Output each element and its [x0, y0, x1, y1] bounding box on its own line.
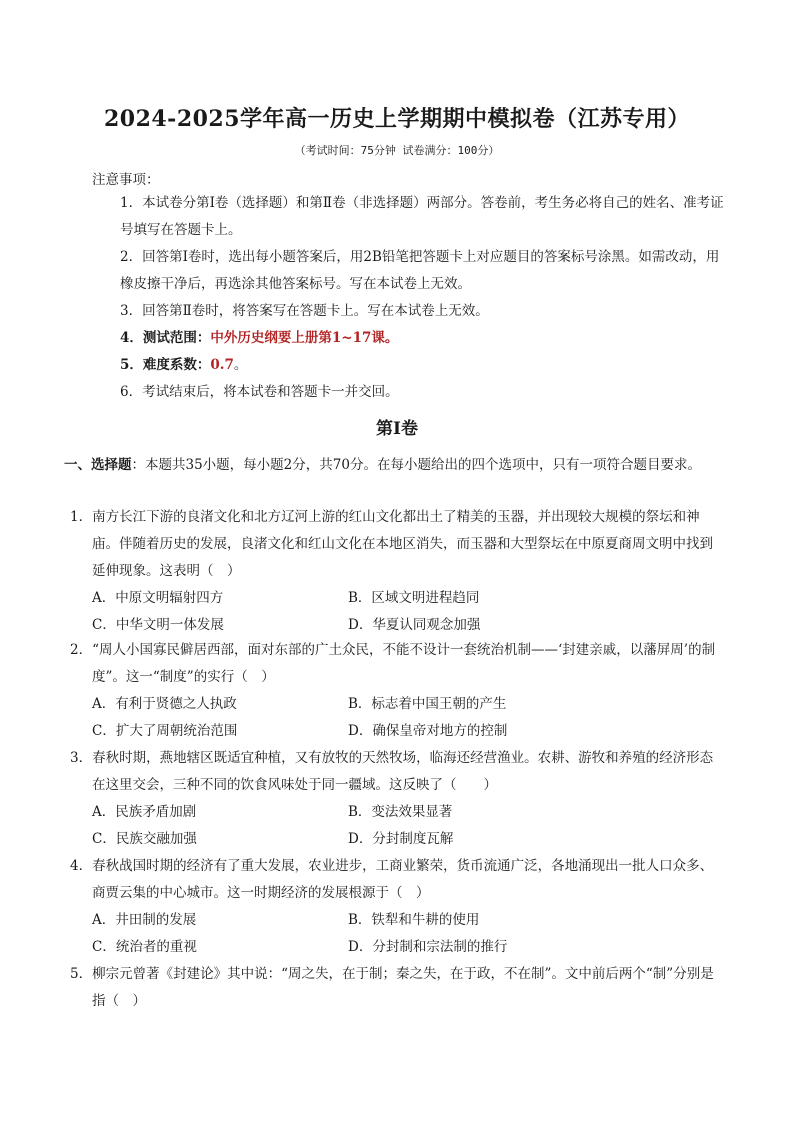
- option-c: C．统治者的重视: [92, 939, 197, 955]
- note-3: [92, 298, 724, 325]
- instructions-text: ：本题共35小题，每小题2分，共70分。在每小题给出的四个选项中，只有一项符合题目要求。: [131, 457, 701, 473]
- question-3: [70, 745, 726, 853]
- difficulty-value: 0.7: [210, 357, 234, 373]
- note-2-text: 2．回答第Ⅰ卷时，选出每小题答案后，用2B铅笔把答题卡上对应题目的答案标号涂黑。如需改动，用橡皮擦干净后，再选涂其他答案标号。写在本试卷上无效。: [120, 249, 720, 292]
- option-b: B．变法效果显著: [348, 804, 453, 820]
- test-scope: 中外历史纲要上册第1~17课。: [210, 330, 399, 346]
- question-2: [70, 637, 726, 745]
- note-2: [92, 244, 724, 298]
- option-d: D．确保皇帝对地方的控制: [348, 723, 508, 739]
- section-title: 第Ⅰ卷: [376, 419, 418, 439]
- question-stem: 2．“周人小国寡民僻居西部，面对东部的广土众民，不能不设计一套统治机制——‘封建亲戚，以藩屏周’的制度”。这一“制度”的实行（ ）: [70, 642, 716, 685]
- section-instructions: [64, 452, 726, 479]
- option-a: A．民族矛盾加剧: [92, 804, 197, 820]
- note-5-label: 5．难度系数：: [120, 357, 211, 373]
- option-c: C．中华文明一体发展: [92, 617, 224, 633]
- note-5-end: 。: [233, 357, 248, 373]
- note-6-text: 6．考试结束后，将本试卷和答题卡一并交回。: [120, 384, 399, 400]
- note-6: [92, 379, 724, 406]
- option-a: A．井田制的发展: [92, 912, 197, 928]
- question-stem: 4．春秋战国时期的经济有了重大发展，农业进步，工商业繁荣，货币流通广泛，各地涌现出一批人口众多、商贾云集的中心城市。这一时期经济的发展根源于（ ）: [70, 858, 714, 901]
- note-4: [92, 325, 724, 352]
- page-title: 2024-2025学年高一历史上学期期中模拟卷（江苏专用）: [103, 106, 691, 132]
- instructions-label: 一、选择题: [64, 457, 132, 473]
- option-c: C．民族交融加强: [92, 831, 197, 847]
- option-d: D．分封制度瓦解: [348, 831, 454, 847]
- options: [92, 907, 726, 961]
- note-5: [92, 352, 724, 379]
- option-b: B．铁犁和牛耕的使用: [348, 912, 480, 928]
- option-d: D．分封制和宗法制的推行: [348, 939, 508, 955]
- question-stem: 5．柳宗元曾著《封建论》其中说：“周之失，在于制；秦之失，在于政，不在制”。文中前后两个“制”分别是指（ ）: [70, 966, 714, 1009]
- options: [92, 585, 726, 639]
- question-5: [70, 961, 726, 1015]
- question-1: [70, 504, 726, 639]
- question-stem: 3．春秋时期，燕地辖区既适宜种植，又有放牧的天然牧场，临海还经营渔业。农耕、游牧和养殖的经济形态在这里交会，三种不同的饮食风味处于同一疆域。这反映了（ ）: [70, 750, 714, 793]
- option-a: A．有利于贤德之人执政: [92, 696, 237, 712]
- option-a: A．中原文明辐射四方: [92, 590, 224, 606]
- notes-heading: 注意事项：: [92, 172, 160, 188]
- option-b: B．标志着中国王朝的产生: [348, 696, 507, 712]
- note-3-text: 3．回答第Ⅱ卷时，将答案写在答题卡上。写在本试卷上无效。: [120, 303, 489, 319]
- note-1-text: 1．本试卷分第Ⅰ卷（选择题）和第Ⅱ卷（非选择题）两部分。答卷前，考生务必将自己的姓名、准考证号填写在答题卡上。: [120, 195, 724, 238]
- note-4-label: 4．测试范围：: [120, 330, 211, 346]
- option-d: D．华夏认同观念加强: [348, 617, 481, 633]
- option-c: C．扩大了周朝统治范围: [92, 723, 238, 739]
- question-4: [70, 853, 726, 961]
- options: [92, 799, 726, 853]
- options: [92, 691, 726, 745]
- note-1: [92, 190, 724, 244]
- question-stem: 1．南方长江下游的良渚文化和北方辽河上游的红山文化都出土了精美的玉器，并出现较大规模的祭坛和神庙。伴随着历史的发展，良渚文化和红山文化在本地区消失，而玉器和大型祭坛在中原夏商周文明中找到延伸现象。这表明（ ）: [70, 509, 713, 579]
- exam-info: （考试时间：75分钟 试卷满分：100分）: [294, 144, 500, 157]
- option-b: B．区域文明进程趋同: [348, 590, 480, 606]
